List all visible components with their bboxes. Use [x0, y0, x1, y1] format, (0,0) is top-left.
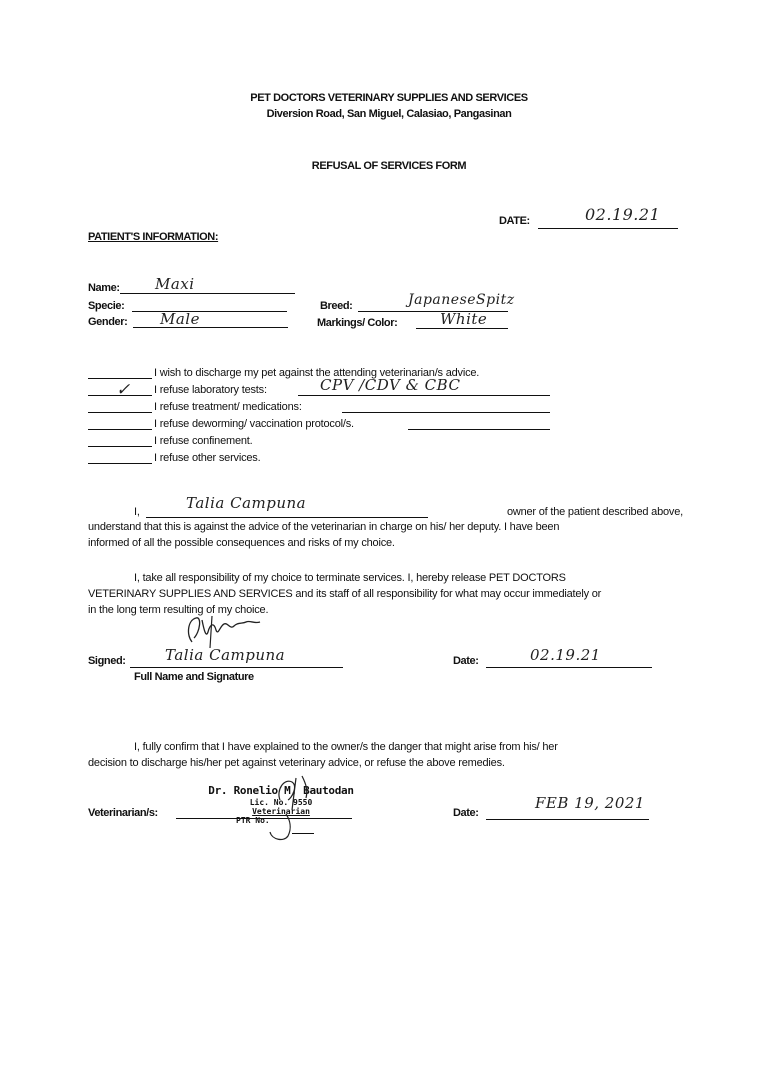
markings-label: Markings/ Color: — [317, 317, 398, 329]
option-check: ✓ — [116, 380, 131, 400]
ptr-line — [292, 833, 314, 834]
option-label: I refuse other services. — [154, 452, 261, 464]
option-detail-line — [342, 412, 550, 413]
form-title: REFUSAL OF SERVICES FORM — [311, 160, 467, 172]
signed-value: Talia Campuna — [165, 646, 286, 664]
specie-label: Specie: — [88, 300, 125, 312]
options-list — [88, 367, 568, 469]
company-name: PET DOCTORS VETERINARY SUPPLIES AND SERVICES — [250, 92, 528, 104]
statement3-line2: decision to discharge his/her pet against veterinary advice, or refuse the above remedies. — [88, 757, 505, 769]
statement1-prefix: I, — [134, 506, 140, 518]
stamp-ptr: PTR No. — [236, 816, 270, 825]
veterinarian-signature-scribble — [262, 770, 332, 848]
gender-label: Gender: — [88, 316, 128, 328]
option-check-line — [88, 446, 152, 447]
option-item — [88, 435, 568, 452]
signed-date-line — [486, 667, 652, 668]
statement1-line1-suffix: owner of the patient described above, — [506, 506, 683, 518]
option-detail: CPV /CDV & CBC — [320, 376, 461, 394]
option-detail-line — [408, 429, 550, 430]
veterinarian-date-value: FEB 19, 2021 — [535, 794, 645, 812]
option-label: I refuse deworming/ vaccination protocol/s. — [154, 418, 354, 430]
signature-caption: Full Name and Signature — [134, 671, 254, 683]
veterinarian-date-label: Date: — [453, 807, 479, 819]
name-value: Maxi — [155, 275, 195, 293]
specie-line — [132, 311, 287, 312]
stamp-name: Dr. Ronelio M. Bautodan — [208, 784, 354, 797]
option-detail-line — [298, 395, 550, 396]
option-check-line — [88, 429, 152, 430]
option-item — [88, 452, 568, 469]
signed-label: Signed: — [88, 655, 126, 667]
breed-label: Breed: — [320, 300, 353, 312]
patient-section-title: PATIENT'S INFORMATION: — [88, 231, 219, 243]
statement2-line3: in the long term resulting of my choice. — [88, 604, 269, 616]
markings-line — [416, 328, 508, 329]
date-label: DATE: — [499, 215, 530, 227]
name-line — [120, 293, 295, 294]
option-check-line — [88, 463, 152, 464]
owner-name: Talia Campuna — [186, 494, 307, 512]
stamp-license: Lic. No. 9550 — [249, 798, 313, 807]
option-check-line — [88, 412, 152, 413]
option-label: I refuse treatment/ medications: — [154, 401, 302, 413]
statement2-line1: I, take all responsibility of my choice to terminate services. I, hereby release PET DOCTORS — [134, 572, 566, 584]
date-value: 02.19.21 — [585, 205, 661, 224]
veterinarian-label: Veterinarian/s: — [88, 807, 158, 819]
option-item — [88, 376, 568, 401]
veterinarian-date-line — [486, 819, 649, 820]
gender-line — [133, 327, 288, 328]
gender-value: Male — [160, 310, 200, 328]
statement2-line2: VETERINARY SUPPLIES AND SERVICES and its staff of all responsibility for what may occur immediately or — [88, 588, 602, 600]
date-line — [538, 228, 678, 229]
signed-date-label: Date: — [453, 655, 479, 667]
name-label: Name: — [88, 282, 120, 294]
signed-line — [130, 667, 343, 668]
statement3-line1: I, fully confirm that I have explained to the owner/s the danger that might arise from his/ her — [134, 741, 558, 753]
option-item — [88, 418, 568, 435]
statement1-line3: informed of all the possible consequences and risks of my choice. — [88, 537, 395, 549]
option-label: I refuse laboratory tests: — [154, 384, 267, 396]
company-address: Diversion Road, San Miguel, Calasiao, Pangasinan — [266, 108, 512, 120]
statement1-line2: understand that this is against the advice of the veterinarian in charge on his/ her deputy. I have been — [88, 521, 560, 533]
owner-name-line — [146, 517, 428, 518]
stamp-role: Veterinarian — [252, 807, 310, 816]
option-check-line — [88, 378, 152, 379]
option-item — [88, 401, 568, 418]
option-label: I refuse confinement. — [154, 435, 253, 447]
markings-value: White — [440, 310, 488, 328]
signed-date-value: 02.19.21 — [530, 646, 601, 664]
breed-value: JapaneseSpitz — [408, 292, 515, 308]
option-label: I wish to discharge my pet against the attending veterinarian/s advice. — [154, 367, 480, 379]
